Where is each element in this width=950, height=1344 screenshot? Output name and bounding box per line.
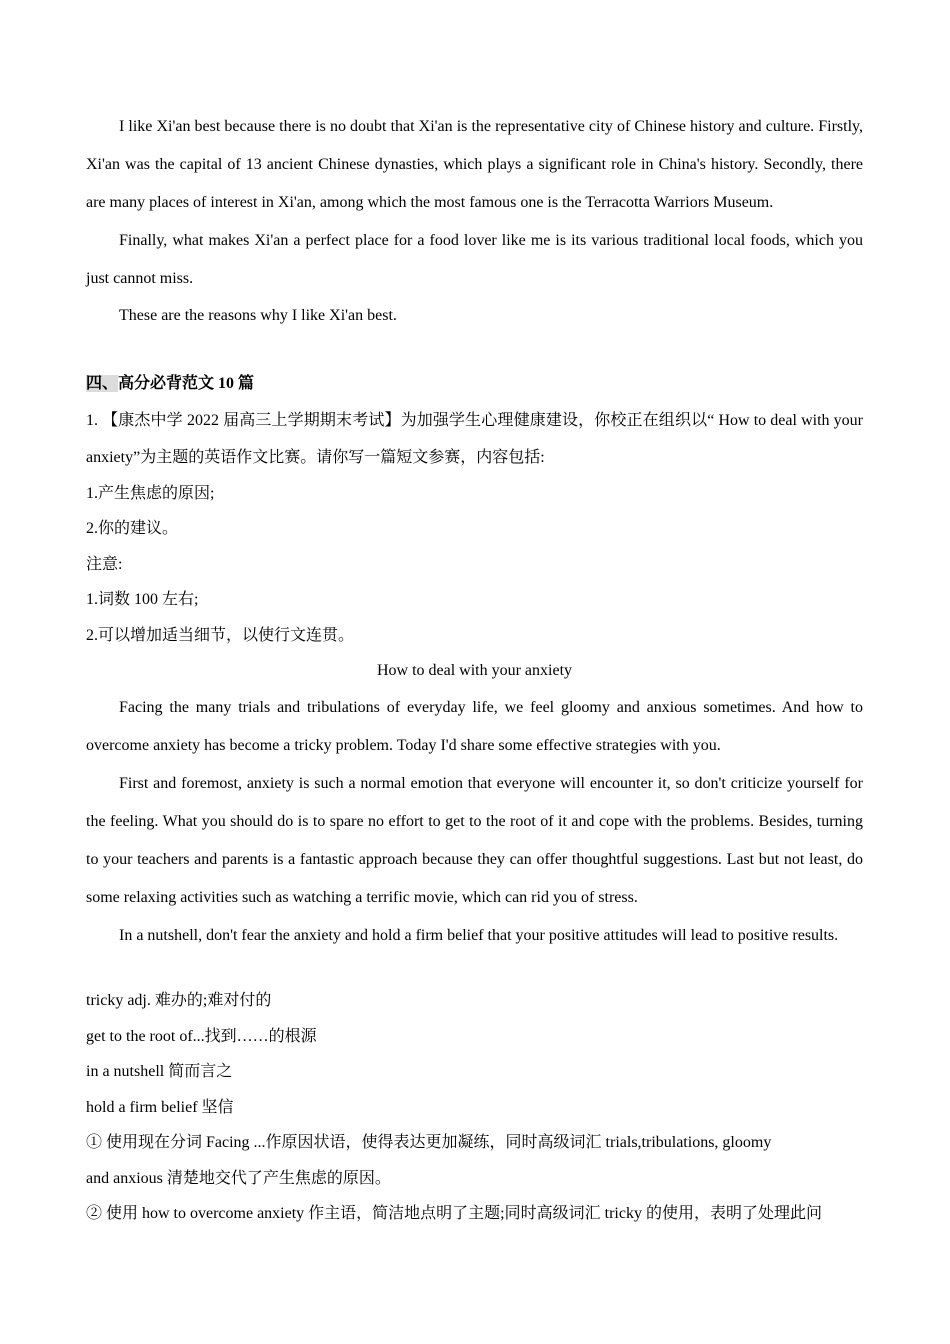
- essay-paragraph-3: In a nutshell, don't fear the anxiety and hold a firm belief that your positive attitudes will lead to positive results.: [119, 926, 839, 944]
- intro-paragraph-3: These are the reasons why I like Xi'an best.: [119, 307, 397, 324]
- intro-paragraph-1: I like Xi'an best because there is no doubt that Xi'an is the representative city of Chinese history and culture. Firstly, Xi'an was the capital of 13 ancient Chinese dynasties, which plays a significant role in China's history. Secondly, there are many places of interest in Xi'an, among which the most famous one is the Terracotta Warriors Museum.: [86, 118, 863, 211]
- analysis-line: and anxious 清楚地交代了产生焦虑的原因。: [86, 1169, 391, 1187]
- vocab-item: tricky adj. 难办的;难对付的: [86, 992, 272, 1009]
- task-prompt: 1. 【康杰中学 2022 届高三上学期期末考试】为加强学生心理健康建设，你校正在组织以“ How to deal with your anxiety”为主题的英语作文比赛。请你写一篇短文参赛，内容包括:: [86, 411, 863, 466]
- intro-essay: [86, 108, 863, 334]
- vocabulary-and-analysis: [86, 983, 863, 1232]
- analysis-line: ② 使用 how to overcome anxiety 作主语，简洁地点明了主题;同时高级词汇 tricky 的使用，表明了处理此问: [86, 1205, 822, 1222]
- section-heading-text: 高分必背范文 10 篇: [118, 375, 255, 392]
- task-item-2: 2.你的建议。: [86, 520, 179, 537]
- vocab-item: get to the root of...找到……的根源: [86, 1027, 317, 1045]
- task-item-1: 1.产生焦虑的原因;: [86, 484, 215, 502]
- note-item-2: 2.可以增加适当细节，以使行文连贯。: [86, 626, 355, 644]
- model-essay: [86, 653, 863, 955]
- essay-title: How to deal with your anxiety: [376, 662, 573, 679]
- section-heading: [86, 366, 863, 402]
- note-item-1: 1.词数 100 左右;: [86, 591, 199, 608]
- vocab-item: hold a firm belief 坚信: [86, 1098, 234, 1116]
- analysis-line: ① 使用现在分词 Facing ...作原因状语，使得表达更加凝练，同时高级词汇 trials,tribulations, gloomy: [86, 1134, 772, 1151]
- essay-paragraph-2: First and foremost, anxiety is such a normal emotion that everyone will encounter it, so don't criticize yourself for the feeling. What you should do is to spare no effort to get to the root of it and cope with the problems. Besides, turning to your teachers and parents is a fantastic approach because they can offer thoughtful suggestions. Last but not least, do some relaxing activities such as watching a terrific movie, which can rid you of stress.: [86, 774, 863, 906]
- task-section: [86, 366, 863, 653]
- vocab-item: in a nutshell 简而言之: [86, 1063, 233, 1080]
- note-label: 注意:: [86, 555, 123, 573]
- section-heading-number: 四、: [86, 375, 119, 392]
- essay-paragraph-1: Facing the many trials and tribulations of everyday life, we feel gloomy and anxious sometimes. And how to overcome anxiety has become a tricky problem. Today I'd share some effective strategies with you.: [86, 698, 863, 754]
- intro-paragraph-2: Finally, what makes Xi'an a perfect place for a food lover like me is its various traditional local foods, which you just cannot miss.: [86, 232, 863, 287]
